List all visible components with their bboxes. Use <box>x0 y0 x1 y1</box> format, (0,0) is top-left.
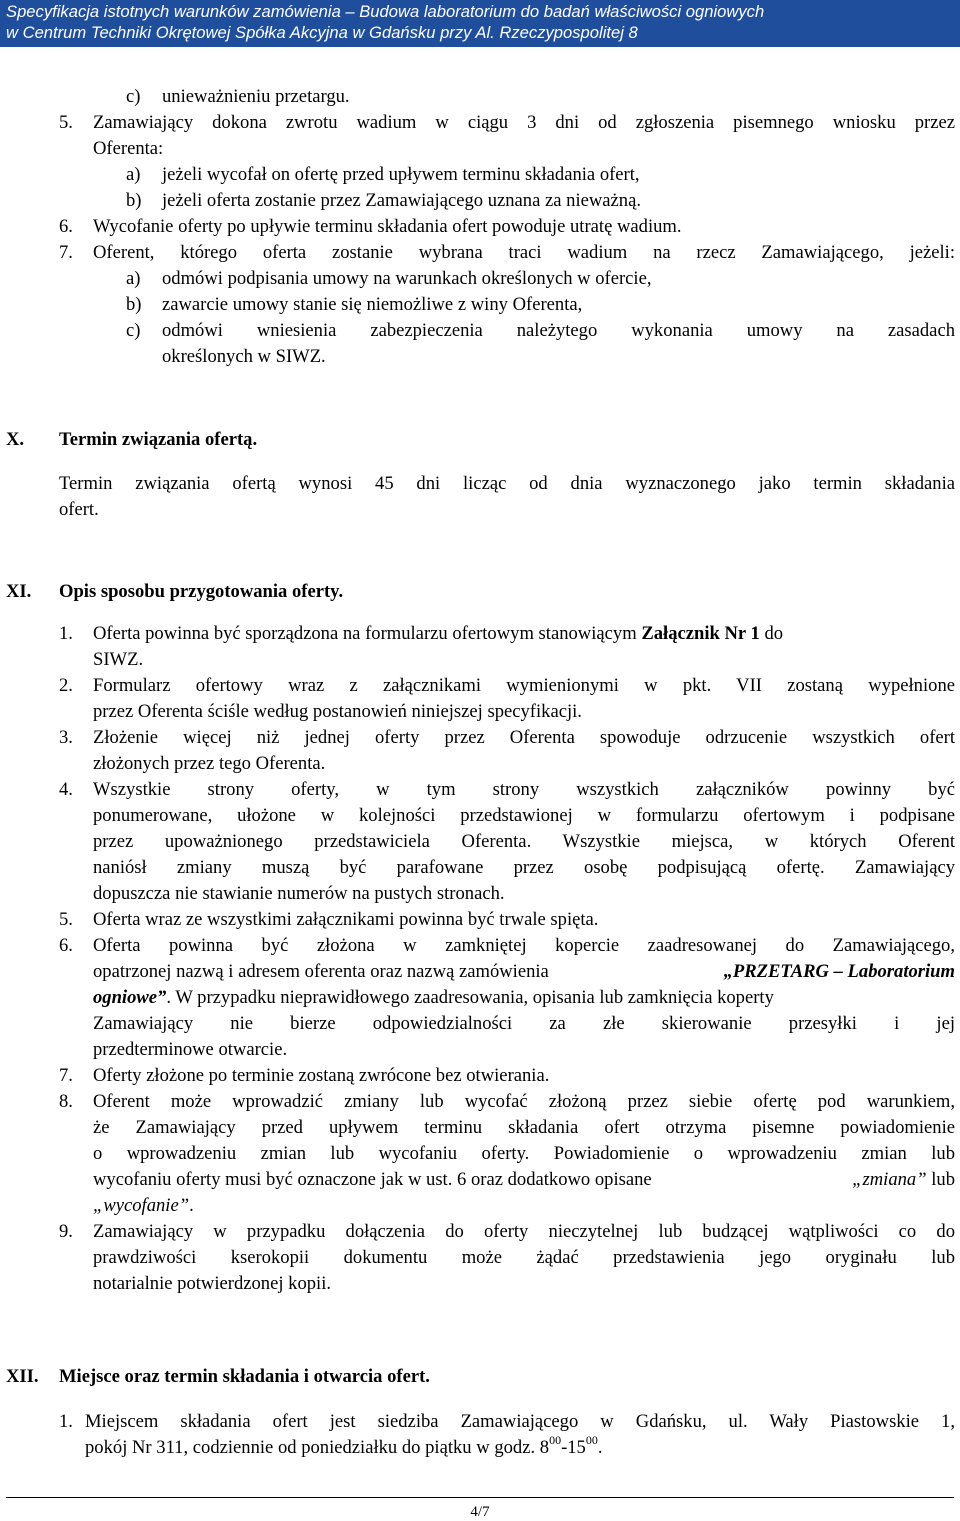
submission-list: 1. Miejscem składania ofert jest siedziba Zamawiającego w Gdańsku, ul. Wały Piastowskie 1, pokój Nr 311, codziennie od poniedziałku do piątku w godz. $8^{00}-15^{00}$. <box>0 1409 960 1461</box>
sub-item: b) zawarcie umowy stanie się niemożliwe z winy Oferenta, <box>126 294 583 315</box>
paragraph: Termin związania ofertą wynosi 45 dni licząc od dnia wyznaczonego jako termin składania <box>59 473 955 494</box>
list-item: c) unieważnieniu przetargu. <box>126 86 350 107</box>
sub-item-continuation: określonych w SIWZ. <box>162 346 326 367</box>
list-item: 6. Oferta powinna być złożona w zamkniętej kopercie zaadresowanej do Zamawiającego, <box>59 935 955 956</box>
sub-item: c) odmówi wniesienia zabezpieczenia należytego wykonania umowy na zasadach <box>126 320 955 341</box>
list-item: 5. Oferta wraz ze wszystkimi załącznikami powinna być trwale spięta. <box>59 909 599 930</box>
header-line-2: w Centrum Techniki Okrętowej Spółka Akcyjna w Gdańsku przy Al. Rzeczypospolitej 8 <box>6 23 638 42</box>
footer-divider <box>6 1497 954 1498</box>
list-item: 3. Złożenie więcej niż jednej oferty przez Oferenta spowoduje odrzucenie wszystkich ofert <box>59 727 955 748</box>
header-line-1: Specyfikacja istotnych warunków zamówienia – Budowa laboratorium do badań właściwości ogniowych <box>6 2 765 21</box>
list-item: 2. Formularz ofertowy wraz z załącznikami wymienionymi w pkt. VII zostaną wypełnione <box>59 675 955 696</box>
offer-preparation-list: 1. Oferta powinna być sporządzona na formularzu ofertowym stanowiącym Załącznik Nr 1 do SIWZ. 2. Formularz ofertowy wraz z załącznikami wymienionymi w pkt. VII zostaną wypełnione przez Oferenta ściśle według postanowień niniejszej specyfikacji. 3. Złożenie więcej niż jednej oferty przez Oferenta spowoduje odrzucenie wszystkich ofert złożonych przez tego Oferenta. 4. Wszystkie strony oferty, w tym strony wszystkich załączników powinny być ponumerowane, ułożone w kolejności przedstawionej w formularzu ofertowym i podpisane przez upoważnionego przedstawiciela Oferenta. Wszystkie miejsca, w których Oferent naniósł zmiany muszą być parafowane przez osobę podpisującą ofertę. Zamawiający dopuszcza nie stawianie numerów na pustych stronach. 5. Oferta wraz ze wszystkimi załącznikami powinna być trwale spięta. 6. Oferta powinna być złożona w zamkniętej kopercie zaadresowanej do Zamawiającego, opatrzonej nazwą i adresem oferenta oraz nazwą zamówienia „PRZETARG – Laboratorium ogniowe”. W przypadku nieprawidłowego zaadresowania, opisania lub zamknięcia koperty Zamawiający nie bierze odpowiedzialności za złe skierowanie przesyłki i jej przedterminowe otwarcie. 7. Oferty złożone po terminie zostaną zwrócone bez otwierania. 8. Oferent może wprowadzić zmiany lub wycofać złożoną przez siebie ofertę pod warunkiem, że Zamawiający przed upływem terminu składania ofert otrzyma pisemne powiadomienie o wprowadzeniu zmian lub wycofaniu oferty. Powiadomienie o wprowadzeniu zmian lub wycofaniu oferty musi być oznaczone jak w ust. 6 oraz dodatkowo opisane „zmiana” lub „wycofanie”. 9. Zamawiający w przypadku dołączenia do oferty nieczytelnej lub budzącej wątpliwości co do prawdziwości kserokopii dokumentu może żądać przedstawienia jego oryginału lub notarialnie potwierdzonej kopii. <box>0 621 960 1297</box>
section-heading: XI. Opis sposobu przygotowania oferty. <box>6 581 344 602</box>
sub-item: b) jeżeli oferta zostanie przez Zamawiającego uznana za nieważną. <box>126 190 642 211</box>
list-item-continuation: SIWZ. <box>93 649 144 670</box>
wadium-section <box>0 84 960 370</box>
list-item: 1. Oferta powinna być sporządzona na formularzu ofertowym stanowiącym Załącznik Nr 1 do <box>59 623 784 644</box>
page-number: 4/7 <box>470 1504 490 1520</box>
list-item: 7. Oferent, którego oferta zostanie wybrana traci wadium na rzecz Zamawiającego, jeżeli: <box>59 242 955 263</box>
list-item-continuation: złożonych przez tego Oferenta. <box>93 753 326 774</box>
list-item: 9. Zamawiający w przypadku dołączenia do oferty nieczytelnej lub budzącej wątpliwości co do <box>59 1221 955 1242</box>
sub-item: a) odmówi podpisania umowy na warunkach określonych w ofercie, <box>126 268 652 289</box>
sub-item: a) jeżeli wycofał on ofertę przed upływem terminu składania ofert, <box>126 164 640 185</box>
list-item: 1. Miejscem składania ofert jest siedziba Zamawiającego w Gdańsku, ul. Wały Piastowskie 1, <box>59 1411 955 1432</box>
list-item-continuation: przez Oferenta ściśle według postanowień niniejszej specyfikacji. <box>93 701 582 722</box>
list-item: 5. Zamawiający dokona zwrotu wadium w ciągu 3 dni od zgłoszenia pisemnego wniosku przez <box>59 112 955 133</box>
section-heading: XII. Miejsce oraz termin składania i otwarcia ofert. <box>6 1366 430 1387</box>
paragraph-continuation: ofert. <box>59 499 99 520</box>
list-item-continuation: Oferenta: <box>93 138 164 159</box>
list-item: 7. Oferty złożone po terminie zostaną zwrócone bez otwierania. <box>59 1065 550 1086</box>
section-heading: X. Termin związania ofertą. <box>6 429 258 450</box>
list-item: 6. Wycofanie oferty po upływie terminu składania ofert powoduje utratę wadium. <box>59 216 682 237</box>
list-item: 4. Wszystkie strony oferty, w tym strony wszystkich załączników powinny być <box>59 779 955 800</box>
list-item: 8. Oferent może wprowadzić zmiany lub wycofać złożoną przez siebie ofertę pod warunkiem, <box>59 1091 955 1112</box>
document-header <box>0 0 960 47</box>
